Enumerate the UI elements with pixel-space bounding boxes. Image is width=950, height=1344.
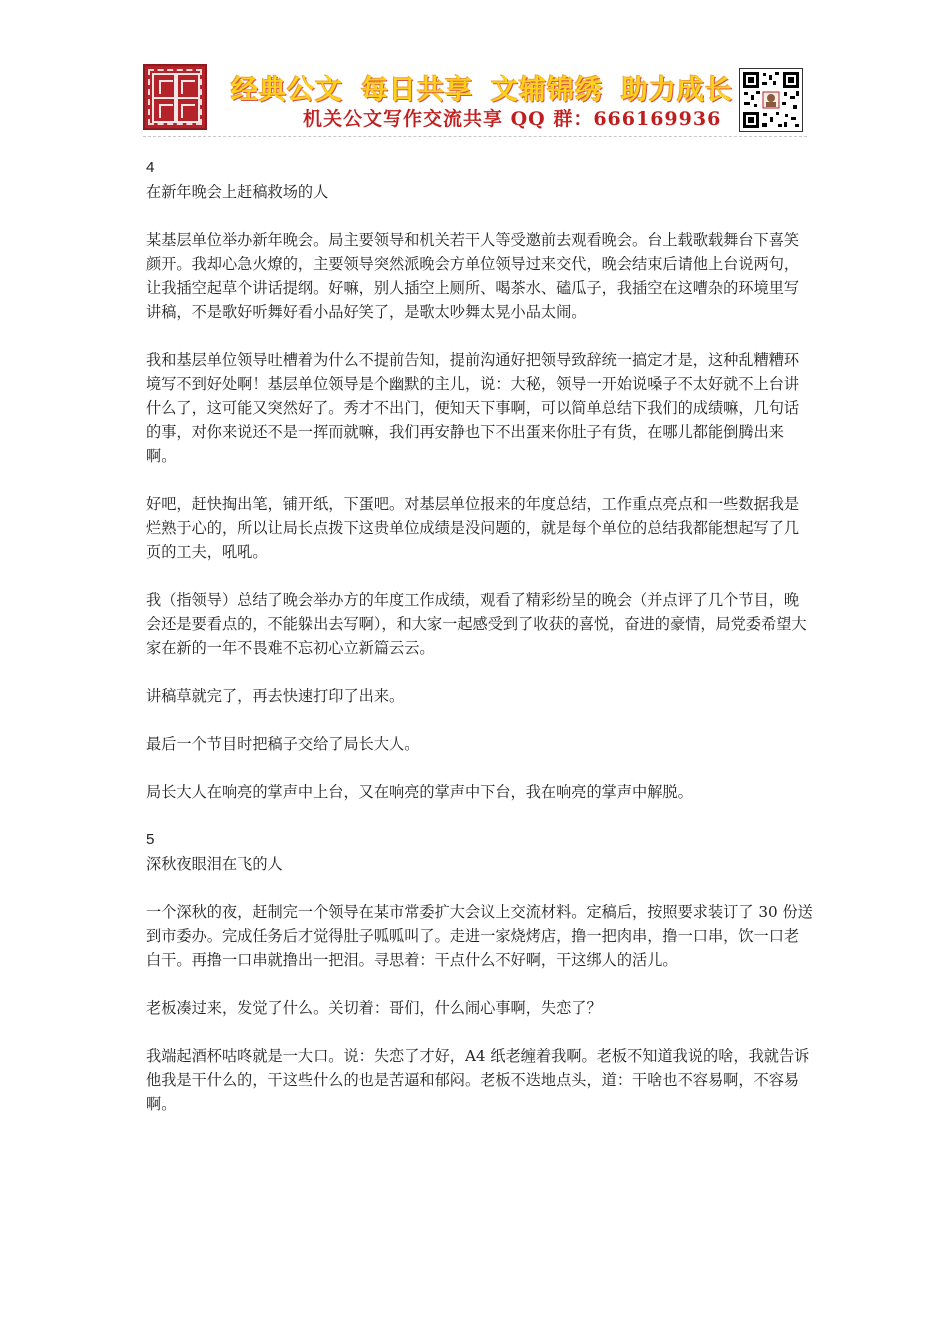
section-number: 5	[146, 831, 155, 848]
slogan	[231, 68, 751, 107]
header-banner	[143, 64, 807, 134]
slogan-part: 经典公文	[231, 75, 343, 106]
slogan-part: 每日共享	[361, 75, 473, 106]
section-title: 在新年晚会上赶稿救场的人	[146, 183, 329, 201]
qq-group-line: 机关公文写作交流共享 QQ 群：666169936	[303, 108, 722, 130]
header-divider	[143, 136, 807, 137]
paragraph: 一个深秋的夜，赶制完一个领导在某市常委扩大会议上交流材料。定稿后，按照要求装订了 30 份送到市委办。完成任务后才觉得肚子呱呱叫了。走进一家烧烤店，撸一把肉串，撸一口串，饮一口老白干。再撸一口串就撸出一把泪。寻思着：干点什么不好啊，干这绑人的活儿。	[146, 903, 813, 969]
qr-code-icon[interactable]	[739, 68, 803, 132]
paragraph: 某基层单位举办新年晚会。局主要领导和机关若干人等受邀前去观看晚会。台上载歌载舞台下喜笑颜开。我却心急火燎的，主要领导突然派晚会方单位领导过来交代，晚会结束后请他上台说两句，让我插空起草个讲话提纲。好嘛，别人插空上厕所、喝茶水、磕瓜子，我插空在这嘈杂的环境里写讲稿，不是歌好听舞好看小品好笑了，是歌太吵舞太晃小品太闹。	[146, 231, 800, 321]
section-title: 深秋夜眼泪在飞的人	[146, 855, 283, 873]
paragraph: 局长大人在响亮的掌声中上台，又在响亮的掌声中下台，我在响亮的掌声中解脱。	[146, 783, 693, 801]
paragraph: 老板凑过来，发觉了什么。关切着：哥们，什么闹心事啊，失恋了？	[146, 999, 602, 1017]
paragraph: 我和基层单位领导吐槽着为什么不提前告知，提前沟通好把领导致辞统一搞定才是，这种乱糟糟环境写不到好处啊！基层单位领导是个幽默的主儿，说：大秘，领导一开始说嗓子不太好就不上台讲什么了，这可能又突然好了。秀才不出门，便知天下事啊，可以简单总结下我们的成绩嘛，几句话的事，对你来说还不是一挥而就嘛，我们再安静也下不出蛋来你肚子有货，在哪儿都能倒腾出来啊。	[146, 351, 800, 465]
slogan-part: 助力成长	[621, 75, 733, 106]
article-body	[146, 156, 814, 1116]
slogan-part: 文辅锦绣	[491, 75, 603, 106]
brand-seal-logo	[143, 64, 207, 130]
paragraph: 讲稿草就完了，再去快速打印了出来。	[146, 687, 405, 705]
paragraph: 好吧，赶快掏出笔，铺开纸，下蛋吧。对基层单位报来的年度总结，工作重点亮点和一些数据我是烂熟于心的，所以让局长点拨下这贵单位成绩是没问题的，就是每个单位的总结我都能想起写了几页的工夫，吼吼。	[146, 495, 800, 561]
paragraph: 我端起酒杯咕咚就是一大口。说：失恋了才好，A4 纸老缠着我啊。老板不知道我说的啥，我就告诉他我是干什么的，干这些什么的也是苦逼和郁闷。老板不迭地点头，道：干啥也不容易啊，不容易啊。	[146, 1047, 810, 1113]
paragraph: 我（指领导）总结了晚会举办方的年度工作成绩，观看了精彩纷呈的晚会（并点评了几个节目，晚会还是要看点的，不能躲出去写啊），和大家一起感受到了收获的喜悦，奋进的豪情，局党委希望大家在新的一年不畏难不忘初心立新篇云云。	[146, 591, 807, 657]
section-number: 4	[146, 159, 155, 176]
paragraph: 最后一个节目时把稿子交给了局长大人。	[146, 735, 420, 753]
